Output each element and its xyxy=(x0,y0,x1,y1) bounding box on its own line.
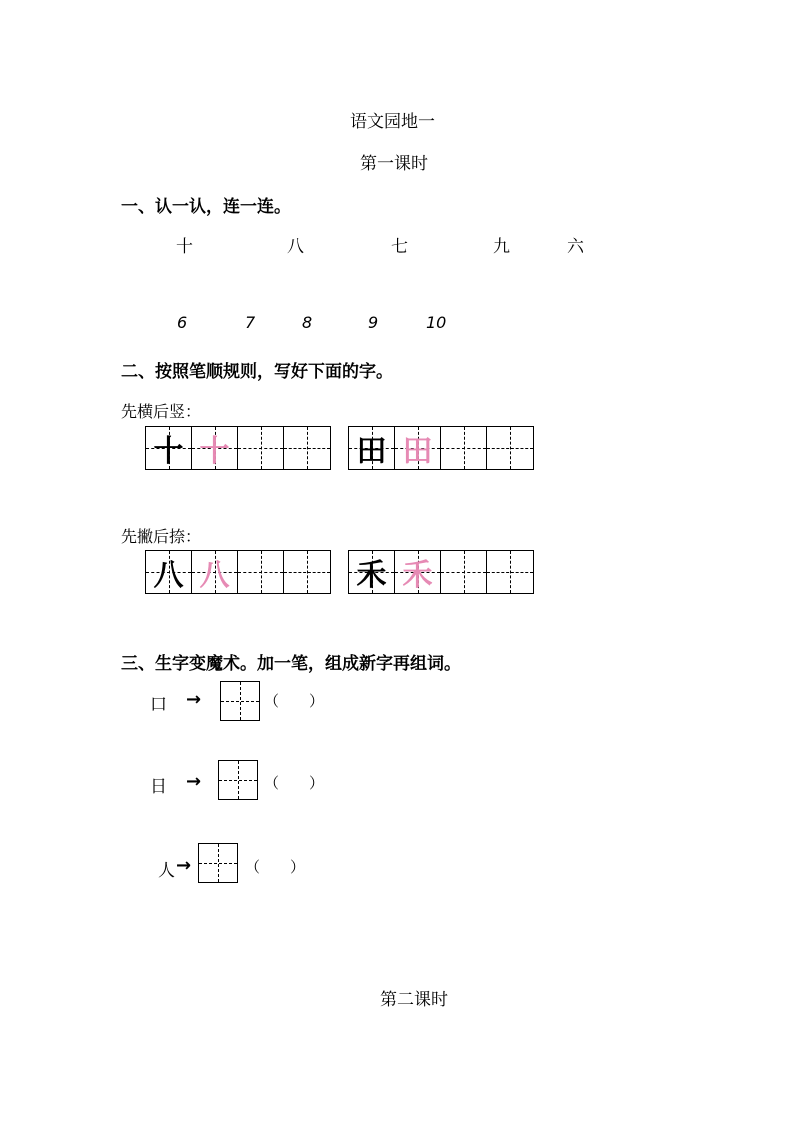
rule-left-right-falling: 先撇后捺： xyxy=(121,527,202,546)
base-char: 日 xyxy=(150,777,167,797)
grid-cell xyxy=(146,551,192,593)
lesson-two-title: 第二课时 xyxy=(380,990,448,1010)
section-two-heading: 二、按照笔顺规则，写好下面的字。 xyxy=(121,362,393,382)
hanzi-item: 八 xyxy=(287,237,304,257)
word-parens[interactable]: （ ） xyxy=(245,858,306,876)
model-char: 八 xyxy=(153,558,184,593)
grid-cell xyxy=(192,551,238,593)
answer-box[interactable] xyxy=(198,843,238,883)
grid-cell[interactable] xyxy=(284,551,330,593)
writing-grid-tian xyxy=(348,426,534,470)
number-item: 9 xyxy=(368,313,379,332)
grid-cell[interactable] xyxy=(487,427,533,469)
grid-cell[interactable] xyxy=(441,427,487,469)
page-title: 语文园地一 xyxy=(350,112,435,132)
hanzi-item: 十 xyxy=(176,237,193,257)
number-item: 8 xyxy=(302,313,313,332)
grid-cell[interactable] xyxy=(238,551,284,593)
model-char: 十 xyxy=(153,434,184,469)
grid-cell xyxy=(192,427,238,469)
hanzi-item: 七 xyxy=(391,237,408,257)
model-char: 禾 xyxy=(356,558,387,593)
grid-cell xyxy=(146,427,192,469)
trace-char: 田 xyxy=(402,434,433,469)
trace-char: 十 xyxy=(199,434,230,469)
grid-cell xyxy=(395,551,441,593)
base-char: 口 xyxy=(150,695,167,715)
lesson-one-title: 第一课时 xyxy=(360,154,428,174)
number-item: 10 xyxy=(426,313,447,332)
hanzi-item: 九 xyxy=(493,237,510,257)
grid-cell xyxy=(395,427,441,469)
writing-grid-ba xyxy=(145,550,331,594)
arrow-right-icon: → xyxy=(186,771,202,792)
writing-grid-he xyxy=(348,550,534,594)
arrow-right-icon: → xyxy=(186,689,202,710)
number-item: 6 xyxy=(177,313,188,332)
grid-cell[interactable] xyxy=(284,427,330,469)
rule-horizontal-vertical: 先横后竖： xyxy=(121,402,202,421)
word-parens[interactable]: （ ） xyxy=(264,774,325,792)
answer-box[interactable] xyxy=(218,760,258,800)
arrow-right-icon: → xyxy=(176,855,192,876)
grid-cell[interactable] xyxy=(441,551,487,593)
grid-cell xyxy=(349,551,395,593)
base-char: 人 xyxy=(158,861,175,881)
section-one-heading: 一、认一认，连一连。 xyxy=(121,197,291,217)
writing-grid-shi xyxy=(145,426,331,470)
number-item: 7 xyxy=(245,313,256,332)
model-char: 田 xyxy=(356,434,387,469)
grid-cell xyxy=(349,427,395,469)
grid-cell[interactable] xyxy=(487,551,533,593)
word-parens[interactable]: （ ） xyxy=(264,692,325,710)
grid-cell[interactable] xyxy=(238,427,284,469)
answer-box[interactable] xyxy=(220,681,260,721)
trace-char: 八 xyxy=(199,558,230,593)
trace-char: 禾 xyxy=(402,558,433,593)
hanzi-item: 六 xyxy=(567,237,584,257)
section-three-heading: 三、生字变魔术。加一笔，组成新字再组词。 xyxy=(121,654,461,674)
